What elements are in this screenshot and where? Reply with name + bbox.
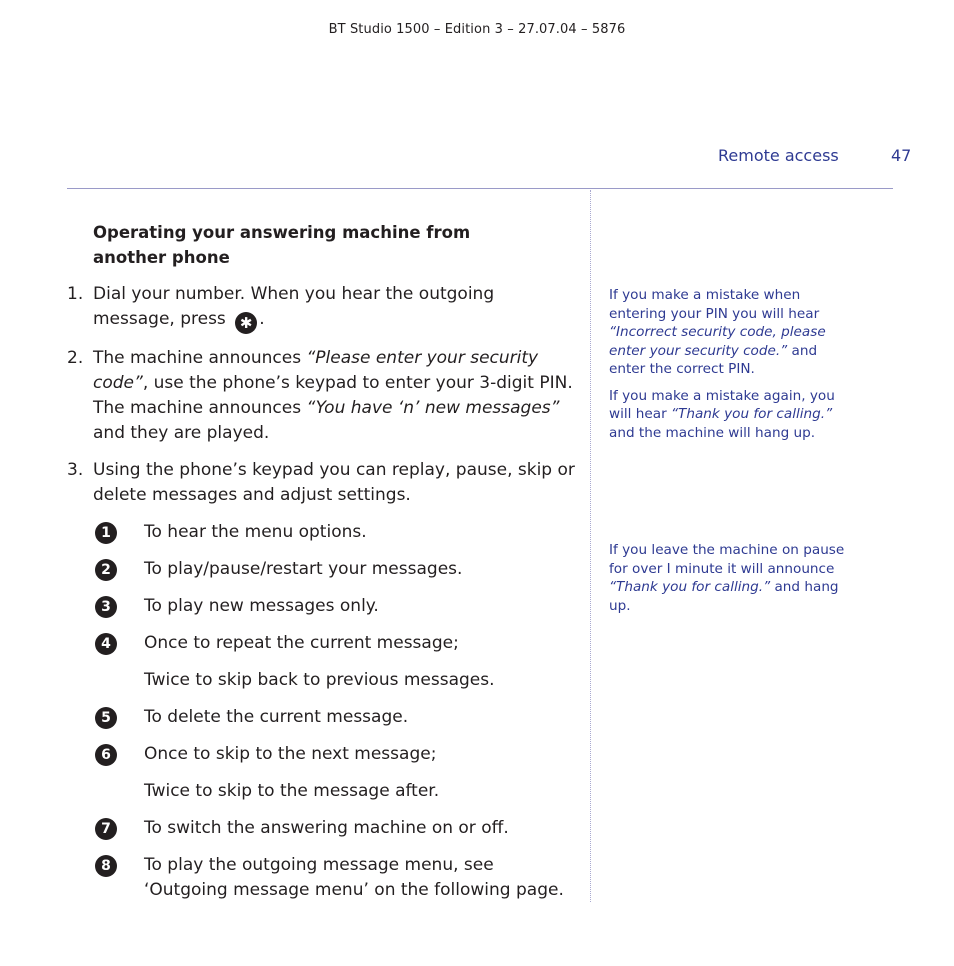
key-option-7 — [67, 816, 577, 841]
step-text: , use the phone’s keypad to enter your 3-digit PIN. The machine announces — [93, 373, 573, 418]
note-text: If you make a mistake again, you will hear — [609, 387, 835, 422]
sidebar-note-2 — [609, 387, 854, 443]
key-5-icon: 5 — [95, 707, 117, 729]
step-3 — [67, 458, 577, 508]
key-4-icon: 4 — [95, 633, 117, 655]
step-text: The machine announces — [93, 348, 307, 368]
keypad-options-list — [67, 520, 577, 903]
page-number: 47 — [891, 146, 912, 165]
key-1-icon: 1 — [95, 522, 117, 544]
step-1 — [67, 282, 577, 334]
key-option-5 — [67, 705, 577, 730]
step-number: 2. — [67, 348, 84, 368]
note-text: If you make a mistake when entering your PIN you will hear — [609, 287, 820, 322]
step-2 — [67, 346, 577, 446]
key-description: To hear the menu options. — [144, 522, 367, 542]
step-text: and they are played. — [93, 423, 270, 443]
step-text: Using the phone’s keypad you can replay, pause, skip or delete messages and adjust settings. — [93, 460, 575, 505]
note-text: and the machine will hang up. — [609, 424, 816, 441]
note-text: If you leave the machine on pause for over I minute it will announce — [609, 542, 845, 577]
star-key-icon: ✱ — [235, 312, 257, 334]
sidebar-note-1 — [609, 286, 854, 379]
key-description: Once to skip to the next message; — [144, 744, 437, 764]
key-description: To delete the current message. — [144, 707, 409, 727]
key-3-icon: 3 — [95, 596, 117, 618]
key-option-1 — [67, 520, 577, 545]
note-quote: “Thank you for calling.” — [609, 579, 771, 595]
main-column — [67, 220, 577, 903]
key-6-icon: 6 — [95, 744, 117, 766]
key-option-4 — [67, 631, 577, 693]
announcement-quote: “Please enter your security code” — [93, 348, 539, 393]
key-2-icon: 2 — [95, 559, 117, 581]
section-title: Remote access — [718, 146, 839, 165]
step-number: 3. — [67, 460, 84, 480]
column-divider — [590, 190, 591, 902]
note-text: and hang up. — [609, 579, 839, 614]
key-option-8 — [67, 853, 577, 903]
key-description: To play/pause/restart your messages. — [144, 559, 463, 579]
key-description-second: Twice to skip to the message after. — [144, 781, 440, 801]
key-option-6 — [67, 742, 577, 804]
note-text: and enter the correct PIN. — [609, 342, 818, 377]
sidebar-notes-pin — [609, 286, 854, 442]
section-heading: Operating your answering machine from another phone — [93, 223, 471, 267]
sidebar-notes-pause — [609, 541, 854, 615]
key-description: To switch the answering machine on or off. — [144, 818, 509, 838]
key-description: To play new messages only. — [144, 596, 379, 616]
step-text-end: . — [259, 309, 265, 329]
note-quote: “Thank you for calling.” — [671, 406, 833, 422]
sidebar-note-3 — [609, 541, 854, 615]
header-divider — [67, 188, 893, 189]
key-description: To play the outgoing message menu, see ‘Outgoing message menu’ on the following page. — [144, 855, 564, 900]
key-7-icon: 7 — [95, 818, 117, 840]
step-text: Dial your number. When you hear the outgoing message, press — [93, 284, 495, 329]
announcement-quote: “You have ‘n’ new messages” — [306, 398, 560, 418]
key-description: Once to repeat the current message; — [144, 633, 459, 653]
key-option-3 — [67, 594, 577, 619]
step-number: 1. — [67, 284, 84, 304]
key-option-2 — [67, 557, 577, 582]
key-8-icon: 8 — [95, 855, 117, 877]
key-description-second: Twice to skip back to previous messages. — [144, 670, 495, 690]
edition-line: BT Studio 1500 – Edition 3 – 27.07.04 – 5876 — [328, 22, 626, 37]
note-quote: “Incorrect security code, please enter your security code.” — [609, 324, 826, 359]
